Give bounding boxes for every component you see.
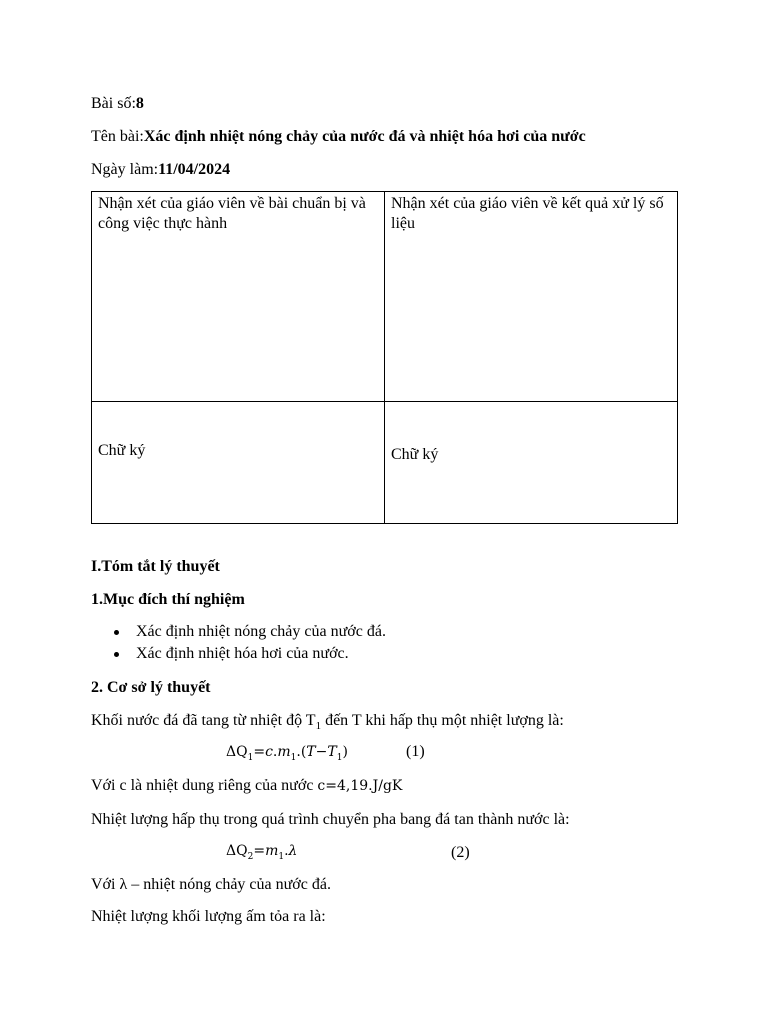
- paragraph-text: đến T khi hấp thụ một nhiệt lượng là:: [321, 712, 564, 729]
- review-cell-results: [385, 192, 678, 402]
- signature-label-left: Chữ ký: [98, 442, 146, 459]
- paragraph-lambda: Với λ – nhiệt nóng chảy của nước đá.: [91, 876, 331, 893]
- basis-heading: 2. Cơ sở lý thuyết: [91, 679, 211, 696]
- exercise-number-line: [91, 94, 144, 114]
- review-table-row: [92, 192, 678, 402]
- paragraph-kettle-heat: Nhiệt lượng khối lượng ấm tỏa ra là:: [91, 908, 326, 925]
- teacher-review-table: [91, 191, 678, 524]
- paragraph-text: Khối nước đá đã tang từ nhiệt độ T: [91, 712, 316, 729]
- paragraph-phase-change: Nhiệt lượng hấp thụ trong quá trình chuyển pha bang đá tan thành nước là:: [91, 811, 570, 828]
- purpose-list: [91, 621, 386, 665]
- paragraph-heat-absorbed: [91, 711, 564, 736]
- date-line: [91, 160, 230, 180]
- list-item: [91, 643, 386, 665]
- results-review-header: Nhận xét của giáo viên về kết quả xử lý số liệu: [391, 195, 664, 232]
- purpose-item-text: Xác định nhiệt hóa hơi của nước.: [136, 645, 349, 662]
- signature-cell-right: [385, 402, 678, 524]
- review-cell-preparation: [92, 192, 385, 402]
- list-item: [91, 621, 386, 643]
- date-label: Ngày làm:: [91, 161, 159, 178]
- theory-heading: I.Tóm tắt lý thuyết: [91, 558, 220, 575]
- title-label: Tên bài:: [91, 128, 144, 145]
- equation-1: $\Delta Q_1=c.m_1.(T-T_1)$: [226, 744, 348, 763]
- equation-1-number: (1): [406, 743, 425, 760]
- preparation-review-header: Nhận xét của giáo viên về bài chuẩn bị và công việc thực hành: [98, 195, 366, 232]
- purpose-item-text: Xác định nhiệt nóng chảy của nước đá.: [136, 623, 386, 640]
- bullet-icon: [114, 652, 119, 657]
- specific-heat-formula: c=4,19.J/gK: [317, 778, 403, 794]
- exercise-title-line: [91, 127, 586, 147]
- bullet-icon: [114, 630, 119, 635]
- equation-2-number: (2): [451, 844, 470, 861]
- paragraph-specific-heat: [91, 776, 402, 796]
- signature-cell-left: [92, 402, 385, 524]
- equation-2: $\Delta Q_2=m_1.\lambda$: [226, 843, 298, 862]
- date-value: 11/04/2024: [158, 161, 231, 178]
- purpose-heading: 1.Mục đích thí nghiệm: [91, 591, 245, 608]
- exercise-title: Xác định nhiệt nóng chảy của nước đá và nhiệt hóa hơi của nước: [143, 128, 586, 145]
- exercise-label: Bài số:: [91, 95, 136, 112]
- exercise-number: 8: [135, 95, 144, 112]
- paragraph-text: Với c là nhiệt dung riêng của nước: [91, 777, 318, 794]
- signature-row: [92, 402, 678, 524]
- signature-label-right: Chữ ký: [391, 446, 439, 463]
- subscript: 1: [315, 720, 322, 733]
